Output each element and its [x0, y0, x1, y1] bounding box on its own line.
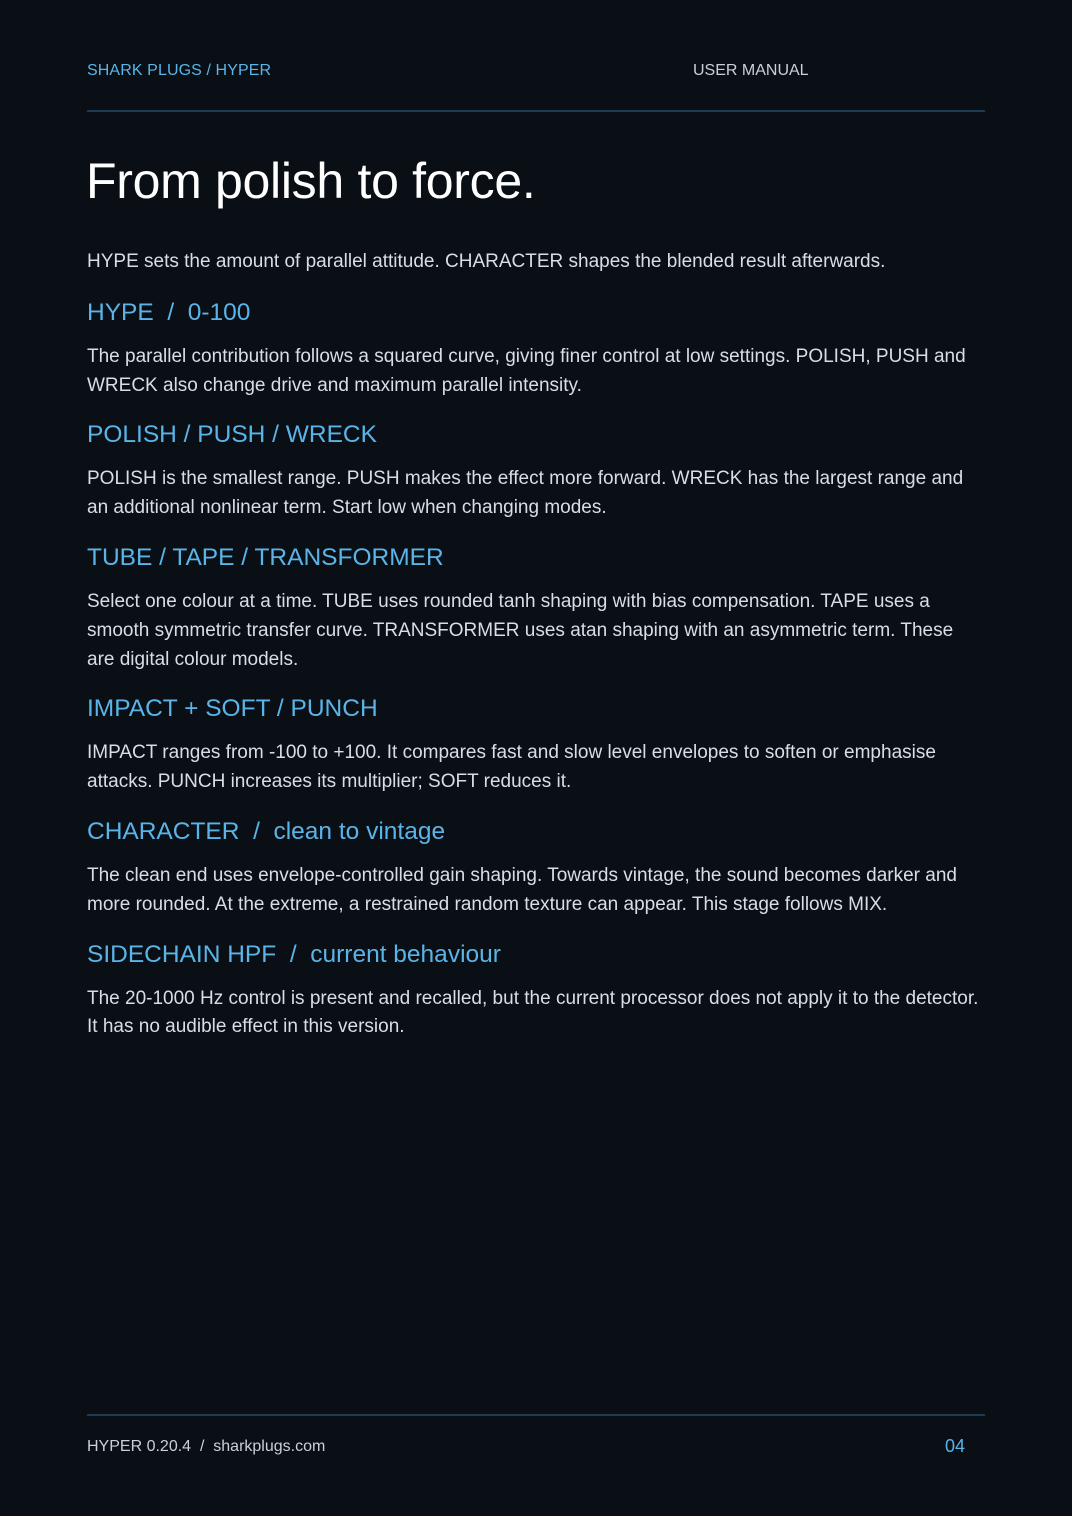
section-heading-sidechain: SIDECHAIN HPF / current behaviour: [87, 940, 501, 968]
section-heading-modes: POLISH / PUSH / WRECK: [87, 421, 377, 449]
section-heading-impact: IMPACT + SOFT / PUNCH: [87, 695, 378, 723]
section-heading-character: CHARACTER / clean to vintage: [87, 817, 446, 845]
section-body-colour: Select one colour at a time. TUBE uses rounded tanh shaping with bias compensation. TAPE uses a smooth symmetric transfer curve. TRANSFORMER uses atan shaping with an asymmetric term. These are digital colour models.: [87, 590, 954, 670]
footer-version-site: HYPER 0.20.4 / sharkplugs.com: [87, 1438, 326, 1455]
footer-divider: [87, 1414, 985, 1416]
page-header: [87, 62, 985, 86]
page-number: 04: [945, 1436, 966, 1456]
brand-label: SHARK PLUGS / HYPER: [87, 62, 272, 79]
section-body-modes: POLISH is the smallest range. PUSH makes the effect more forward. WRECK has the largest range and an additional nonlinear term. Start low when changing modes.: [87, 468, 964, 519]
intro-paragraph: HYPE sets the amount of parallel attitude. CHARACTER shapes the blended result afterwards.: [87, 251, 886, 272]
section-body-sidechain: The 20-1000 Hz control is present and recalled, but the current processor does not apply it to the detector. It has no audible effect in this version.: [87, 987, 979, 1038]
section-body-hype: The parallel contribution follows a squared curve, giving finer control at low settings. POLISH, PUSH and WRECK also change drive and maximum parallel intensity.: [87, 345, 966, 396]
content-body: [87, 248, 985, 1042]
section-heading-hype: HYPE / 0-100: [87, 298, 251, 326]
page-title: From polish to force.: [86, 153, 536, 209]
section-heading-colour: TUBE / TAPE / TRANSFORMER: [87, 543, 444, 571]
section-body-impact: IMPACT ranges from -100 to +100. It compares fast and slow level envelopes to soften or emphasise attacks. PUNCH increases its multiplier; SOFT reduces it.: [87, 742, 936, 793]
header-divider: [87, 110, 985, 112]
section-body-character: The clean end uses envelope-controlled gain shaping. Towards vintage, the sound becomes darker and more rounded. At the extreme, a restrained random texture can appear. This stage follows MIX.: [87, 864, 957, 915]
doc-type-label: USER MANUAL: [693, 62, 809, 79]
